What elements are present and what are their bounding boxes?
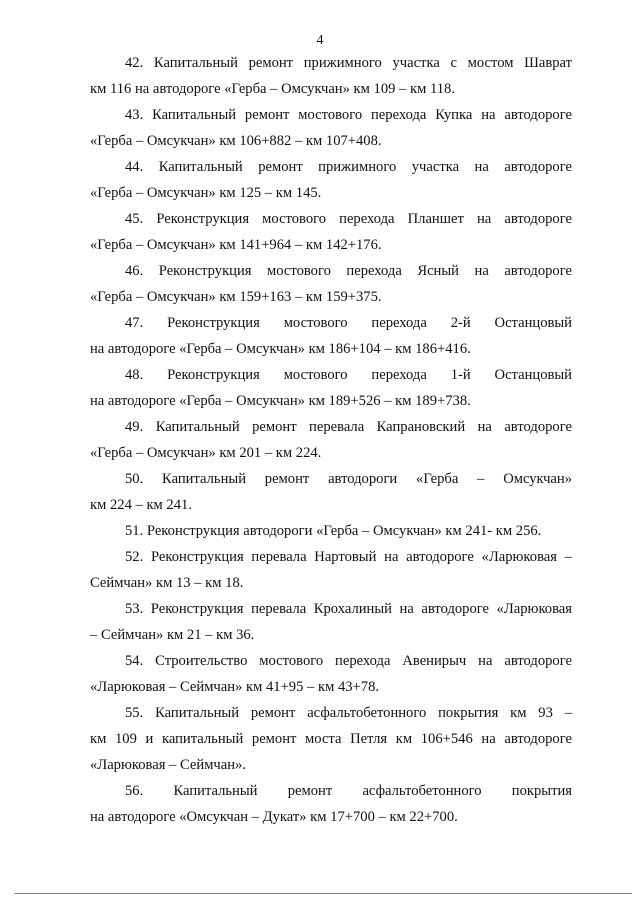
item-text-line: 51. Реконструкция автодороги «Герба – Омсукчан» км 241- км 256. bbox=[125, 523, 542, 539]
list-item bbox=[90, 50, 572, 102]
item-text-line: 48. Реконструкция мостового перехода 1-й Останцовый bbox=[125, 367, 572, 383]
item-text-line: «Ларюковая – Сеймчан» км 41+95 – км 43+78. bbox=[90, 679, 380, 695]
item-text-line: км 109 и капитальный ремонт моста Петля км 106+546 на автодороге bbox=[90, 731, 572, 747]
page-bottom-rule bbox=[14, 893, 632, 894]
list-item bbox=[90, 466, 572, 518]
item-text-line: на автодороге «Омсукчан – Дукат» км 17+700 – км 22+700. bbox=[90, 809, 458, 825]
item-text-line: 49. Капитальный ремонт перевала Капрановский на автодороге bbox=[125, 419, 572, 435]
item-text-line: 53. Реконструкция перевала Крохалиный на автодороге «Ларюковая bbox=[125, 601, 572, 617]
item-text-line: Сеймчан» км 13 – км 18. bbox=[90, 575, 244, 591]
item-text-line: 43. Капитальный ремонт мостового перехода Купка на автодороге bbox=[125, 107, 572, 123]
item-list bbox=[90, 50, 572, 830]
list-item bbox=[90, 544, 572, 596]
list-item bbox=[90, 102, 572, 154]
item-text-line: 52. Реконструкция перевала Нартовый на автодороге «Ларюковая – bbox=[125, 549, 572, 565]
item-text-line: «Герба – Омсукчан» км 141+964 – км 142+176. bbox=[90, 237, 382, 253]
item-text-line: 45. Реконструкция мостового перехода Планшет на автодороге bbox=[125, 211, 572, 227]
item-text-line: км 116 на автодороге «Герба – Омсукчан» км 109 – км 118. bbox=[90, 81, 455, 97]
list-item bbox=[90, 154, 572, 206]
item-text-line: «Герба – Омсукчан» км 125 – км 145. bbox=[90, 185, 322, 201]
item-text-line: 54. Строительство мостового перехода Авенирыч на автодороге bbox=[125, 653, 572, 669]
list-item bbox=[90, 258, 572, 310]
list-item bbox=[90, 310, 572, 362]
list-item bbox=[90, 778, 572, 830]
item-text-line: 47. Реконструкция мостового перехода 2-й Останцовый bbox=[125, 315, 572, 331]
list-item bbox=[90, 648, 572, 700]
item-text-line: на автодороге «Герба – Омсукчан» км 186+104 – км 186+416. bbox=[90, 341, 471, 357]
item-text-line: – Сеймчан» км 21 – км 36. bbox=[90, 627, 255, 643]
item-text-line: «Герба – Омсукчан» км 106+882 – км 107+408. bbox=[90, 133, 382, 149]
item-text-line: 50. Капитальный ремонт автодороги «Герба – Омсукчан» bbox=[125, 471, 572, 487]
item-text-line: «Герба – Омсукчан» км 159+163 – км 159+375. bbox=[90, 289, 382, 305]
list-item bbox=[90, 362, 572, 414]
item-text-line: 44. Капитальный ремонт прижимного участка на автодороге bbox=[125, 159, 572, 175]
list-item bbox=[90, 596, 572, 648]
item-text-line: 55. Капитальный ремонт асфальтобетонного покрытия км 93 – bbox=[125, 705, 572, 721]
item-text-line: 42. Капитальный ремонт прижимного участка с мостом Шаврат bbox=[125, 55, 572, 71]
item-text-line: 46. Реконструкция мостового перехода Ясный на автодороге bbox=[125, 263, 572, 279]
page-number: 4 bbox=[316, 33, 324, 48]
item-text-line: на автодороге «Герба – Омсукчан» км 189+526 – км 189+738. bbox=[90, 393, 471, 409]
list-item bbox=[90, 518, 572, 544]
list-item bbox=[90, 700, 572, 778]
item-text-line: «Ларюковая – Сеймчан». bbox=[90, 757, 247, 773]
list-item bbox=[90, 206, 572, 258]
item-text-line: 56. Капитальный ремонт асфальтобетонного покрытия bbox=[125, 783, 572, 799]
item-text-line: км 224 – км 241. bbox=[90, 497, 192, 513]
item-text-line: «Герба – Омсукчан» км 201 – км 224. bbox=[90, 445, 322, 461]
list-item bbox=[90, 414, 572, 466]
